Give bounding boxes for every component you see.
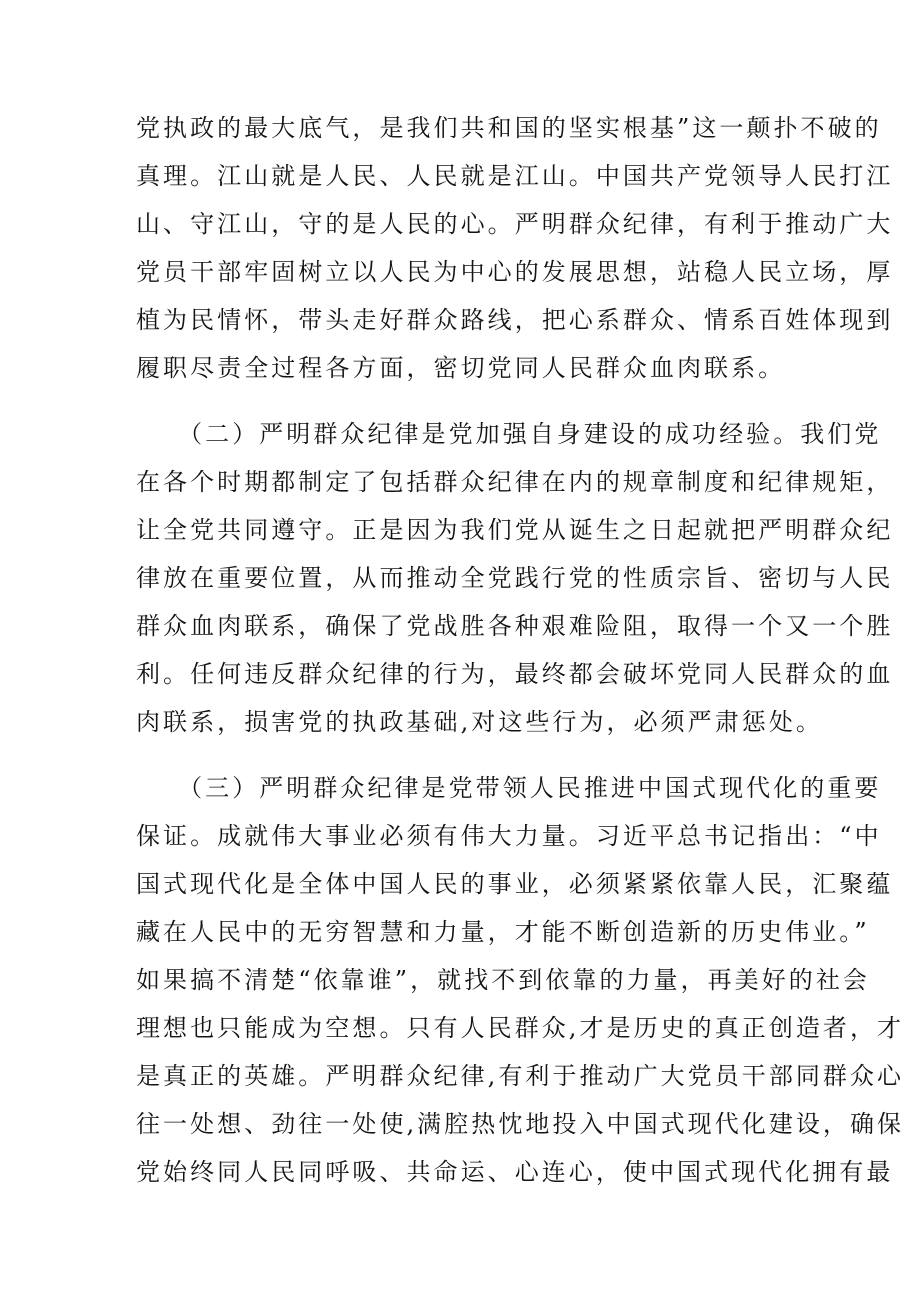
paragraph-spacer [136, 392, 787, 410]
text-line: 党始终同人民同呼吸、共命运、心连心，使中国式现代化拥有最 [136, 1158, 894, 1186]
text-line: 理想也只能成为空想。只有人民群众,才是历史的真正创造者，才 [136, 1014, 905, 1042]
text-line: 山、守江山，守的是人民的心。严明群众纪律，有利于推动广大 [136, 210, 894, 238]
text-line: 履职尽责全过程各方面，密切党同人民群众血肉联系。 [136, 354, 786, 382]
text-line: 是真正的英雄。严明群众纪律,有利于推动广大党员干部同群众心 [136, 1062, 905, 1090]
paragraph-spacer [136, 746, 787, 764]
paragraph-2 [136, 410, 894, 746]
text-line: 肉联系，损害党的执政基础,对这些行为，必须严肃惩处。 [136, 708, 823, 736]
text-line: 如果搞不清楚“依靠谁”，就找不到依靠的力量，再美好的社会 [136, 966, 870, 994]
text-line: 往一处想、劲往一处使,满腔热忱地投入中国式现代化建设，确保 [136, 1110, 905, 1138]
text-line: 利。任何违反群众纪律的行为，最终都会破坏党同人民群众的血 [136, 660, 894, 688]
text-line: 群众血肉联系，确保了党战胜各种艰难险阻，取得一个又一个胜 [136, 612, 894, 640]
text-line: 党员干部牢固树立以人民为中心的发展思想，站稳人民立场，厚 [136, 258, 894, 286]
text-line: 律放在重要位置，从而推动全党践行党的性质宗旨、密切与人民 [136, 564, 894, 592]
text-line: 植为民情怀，带头走好群众路线，把心系群众、情系百姓体现到 [136, 306, 894, 334]
text-line: 保证。成就伟大事业必须有伟大力量。习近平总书记指出：“中 [136, 822, 882, 850]
text-line: 藏在人民中的无穷智慧和力量，才能不断创造新的历史伟业。” [136, 918, 870, 946]
text-line: 党执政的最大底气，是我们共和国的坚实根基”这一颠扑不破的 [136, 114, 882, 142]
document-page [136, 104, 905, 1196]
text-line: （二）严明群众纪律是党加强自身建设的成功经验。我们党 [136, 420, 882, 448]
text-line: 在各个时期都制定了包括群众纪律在内的规章制度和纪律规矩， [136, 468, 894, 496]
paragraph-3 [136, 764, 905, 1196]
text-line: （三）严明群众纪律是党带领人民推进中国式现代化的重要 [136, 774, 882, 802]
text-line: 国式现代化是全体中国人民的事业，必须紧紧依靠人民，汇聚蕴 [136, 870, 894, 898]
paragraph-1 [136, 104, 894, 392]
text-line: 真理。江山就是人民、人民就是江山。中国共产党领导人民打江 [136, 162, 894, 190]
text-line: 让全党共同遵守。正是因为我们党从诞生之日起就把严明群众纪 [136, 516, 894, 544]
